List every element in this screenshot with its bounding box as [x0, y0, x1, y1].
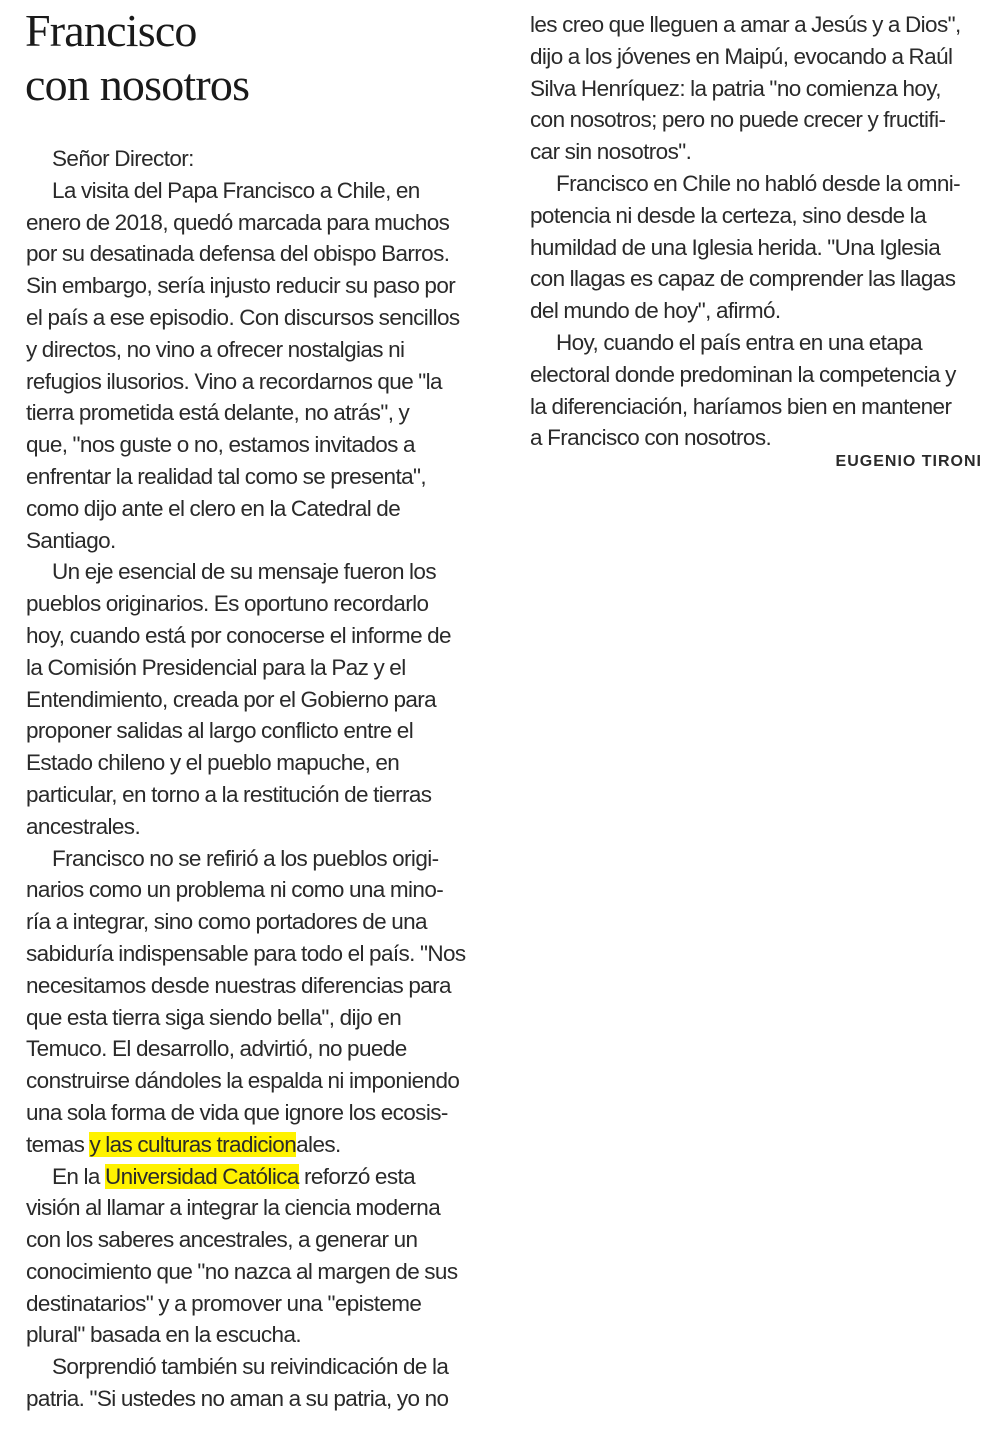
text-line: patria. "Si ustedes no aman a su patria, yo no — [26, 1386, 449, 1412]
text-line-highlighted — [26, 1129, 486, 1161]
text-line: tierra prometida está delante, no atrás", y — [26, 400, 410, 426]
text-line: humildad de una Iglesia herida. "Una Iglesia — [530, 234, 941, 260]
text-line: car sin nosotros". — [530, 139, 692, 165]
text-fragment: En la — [52, 1163, 105, 1189]
text-line: Francisco en Chile no habló desde la omni- — [556, 170, 961, 196]
author-signature: EUGENIO TIRONI — [835, 453, 982, 470]
headline-line: con nosotros — [25, 59, 250, 110]
text-line: con los saberes ancestrales, a generar un — [26, 1227, 418, 1253]
text-line: Hoy, cuando el país entra en una etapa — [556, 329, 923, 355]
text-line: la diferenciación, haríamos bien en mantener — [530, 393, 952, 419]
headline-line: Francisco — [25, 5, 197, 56]
text-line: ancestrales. — [26, 813, 141, 839]
text-line: Silva Henríquez: la patria "no comienza hoy, — [530, 75, 941, 101]
text-line: plural" basada en la escucha. — [26, 1322, 302, 1348]
text-line: conocimiento que "no nazca al margen de sus — [26, 1258, 458, 1284]
text-line: y directos, no vino a ofrecer nostalgias ni — [26, 336, 405, 362]
highlighted-text: y las culturas tradicion — [89, 1131, 297, 1157]
salutation: Señor Director: — [52, 146, 194, 171]
left-column — [26, 143, 486, 1415]
text-line: Sorprendió también su reivindicación de la — [52, 1354, 449, 1380]
text-line: con llagas es capaz de comprender las llagas — [530, 266, 956, 292]
text-line: del mundo de hoy", afirmó. — [530, 298, 781, 324]
text-line: construirse dándoles la espalda ni imponiendo — [26, 1068, 460, 1094]
text-line: el país a ese episodio. Con discursos sencillos — [26, 304, 460, 330]
text-line: enero de 2018, quedó marcada para muchos — [26, 209, 450, 235]
highlighted-text: Universidad Católica — [104, 1163, 299, 1189]
text-line: Entendimiento, creada por el Gobierno para — [26, 686, 437, 712]
text-line: pueblos originarios. Es oportuno recordarlo — [26, 591, 429, 617]
text-line: una sola forma de vida que ignore los ecosis- — [26, 1099, 448, 1125]
text-line: Estado chileno y el pueblo mapuche, en — [26, 750, 400, 776]
headline — [25, 4, 495, 112]
text-line: particular, en torno a la restitución de tierras — [26, 781, 432, 807]
text-line: Un eje esencial de su mensaje fueron los — [52, 559, 436, 585]
text-line: que esta tierra siga siendo bella", dijo en — [26, 1004, 402, 1030]
text-line: ría a integrar, sino como portadores de una — [26, 909, 427, 935]
text-fragment: reforzó esta — [298, 1163, 416, 1189]
text-line: por su desatinada defensa del obispo Barros. — [26, 241, 450, 267]
text-line: Francisco no se refirió a los pueblos origi- — [52, 845, 439, 871]
text-line: necesitamos desde nuestras diferencias para — [26, 972, 451, 998]
text-line: como dijo ante el clero en la Catedral de — [26, 495, 401, 521]
text-line: enfrentar la realidad tal como se presenta", — [26, 463, 427, 489]
text-line: Temuco. El desarrollo, advirtió, no puede — [26, 1036, 407, 1062]
text-line: destinatarios" y a promover una "episteme — [26, 1290, 422, 1316]
text-fragment: ales. — [296, 1131, 341, 1157]
text-line: Sin embargo, sería injusto reducir su paso por — [26, 273, 456, 299]
text-line: Santiago. — [26, 527, 116, 553]
right-column — [530, 9, 980, 454]
text-line-highlighted — [26, 1161, 486, 1193]
text-line: refugios ilusorios. Vino a recordarnos que "la — [26, 368, 442, 394]
text-fragment: temas — [26, 1131, 90, 1157]
text-line: electoral donde predominan la competencia y — [530, 361, 956, 387]
text-line: que, "nos guste o no, estamos invitados a — [26, 432, 415, 458]
text-line: a Francisco con nosotros. — [530, 425, 772, 451]
text-line: con nosotros; pero no puede crecer y fructifi- — [530, 107, 946, 133]
text-line: dijo a los jóvenes en Maipú, evocando a Raúl — [530, 43, 953, 69]
text-line: potencia ni desde la certeza, sino desde la — [530, 202, 926, 228]
text-line: narios como un problema ni como una mino- — [26, 877, 444, 903]
text-line: hoy, cuando está por conocerse el informe de — [26, 622, 451, 648]
text-line: les creo que lleguen a amar a Jesús y a Dios", — [530, 12, 961, 37]
text-line: la Comisión Presidencial para la Paz y el — [26, 654, 406, 680]
text-line: La visita del Papa Francisco a Chile, en — [52, 177, 420, 203]
text-line: sabiduría indispensable para todo el país. "Nos — [26, 940, 466, 966]
text-line: proponer salidas al largo conflicto entre el — [26, 718, 414, 744]
text-line: visión al llamar a integrar la ciencia moderna — [26, 1195, 441, 1221]
